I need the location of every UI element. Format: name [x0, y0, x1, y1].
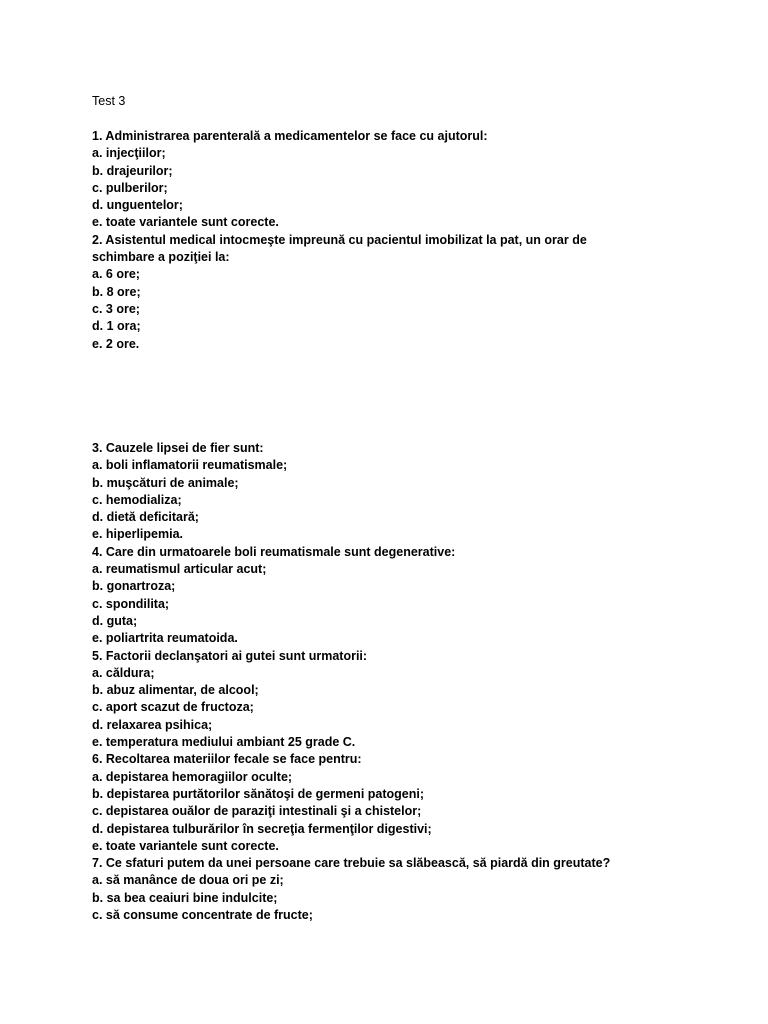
question-block-2: [92, 440, 652, 924]
question-7-option-b: b. sa bea ceaiuri bine indulcite;: [92, 890, 278, 905]
question-6: 6. Recoltarea materiilor fecale se face pentru:: [92, 752, 362, 767]
question-7-option-c: c. să consume concentrate de fructe;: [92, 908, 313, 923]
question-6-option-d: d. depistarea tulburărilor în secreţia fermenţilor digestivi;: [92, 821, 432, 836]
question-6-option-e: e. toate variantele sunt corecte.: [92, 838, 279, 853]
question-7-option-a: a. să manânce de doua ori pe zi;: [92, 873, 284, 888]
question-3-option-d: d. dietă deficitară;: [92, 510, 199, 525]
question-5-option-e: e. temperatura mediului ambiant 25 grade C.: [92, 735, 356, 750]
question-2: 2. Asistentul medical intocmeşte impreună cu pacientul imobilizat la pat, un orar de schimbare a poziţiei la:: [92, 232, 587, 265]
question-2-option-a: a. 6 ore;: [92, 267, 140, 282]
question-2-option-c: c. 3 ore;: [92, 301, 140, 316]
question-1-option-d: d. unguentelor;: [92, 198, 183, 213]
document-title: Test 3: [92, 94, 126, 108]
question-6-option-b: b. depistarea purtătorilor sănătoşi de germeni patogeni;: [92, 786, 425, 801]
question-6-option-a: a. depistarea hemoragiilor oculte;: [92, 769, 293, 784]
question-7: 7. Ce sfaturi putem da unei persoane care trebuie sa slăbească, să piardă din greutate?: [92, 856, 611, 871]
question-1: 1. Administrarea parenterală a medicamentelor se face cu ajutorul:: [92, 129, 488, 143]
question-4-option-e: e. poliartrita reumatoida.: [92, 631, 238, 646]
question-3-option-b: b. muşcături de animale;: [92, 475, 239, 490]
question-1-option-b: b. drajeurilor;: [92, 163, 173, 178]
question-4-option-c: c. spondilita;: [92, 596, 170, 611]
question-5-option-c: c. aport scazut de fructoza;: [92, 700, 254, 715]
question-6-option-c: c. depistarea ouălor de paraziţi intestinali şi a chistelor;: [92, 804, 422, 819]
question-4: 4. Care din urmatoarele boli reumatismale sunt degenerative:: [92, 544, 456, 559]
question-2-option-e: e. 2 ore.: [92, 336, 140, 351]
question-5-option-d: d. relaxarea psihica;: [92, 717, 213, 732]
question-1-option-a: a. injecţiilor;: [92, 146, 166, 161]
question-1-option-e: e. toate variantele sunt corecte.: [92, 215, 279, 230]
question-5: 5. Factorii declanşatori ai gutei sunt urmatorii:: [92, 648, 368, 663]
question-2-option-d: d. 1 ora;: [92, 319, 141, 334]
question-3: 3. Cauzele lipsei de fier sunt:: [92, 441, 264, 455]
question-block-1: [92, 128, 652, 353]
question-4-option-b: b. gonartroza;: [92, 579, 176, 594]
question-4-option-d: d. guta;: [92, 613, 138, 628]
question-1-option-c: c. pulberilor;: [92, 180, 168, 195]
question-5-option-a: a. căldura;: [92, 665, 155, 680]
question-5-option-b: b. abuz alimentar, de alcool;: [92, 683, 259, 698]
question-4-option-a: a. reumatismul articular acut;: [92, 562, 267, 577]
question-3-option-c: c. hemodializa;: [92, 492, 182, 507]
question-3-option-e: e. hiperlipemia.: [92, 527, 184, 542]
question-2-option-b: b. 8 ore;: [92, 284, 141, 299]
question-3-option-a: a. boli inflamatorii reumatismale;: [92, 458, 288, 473]
